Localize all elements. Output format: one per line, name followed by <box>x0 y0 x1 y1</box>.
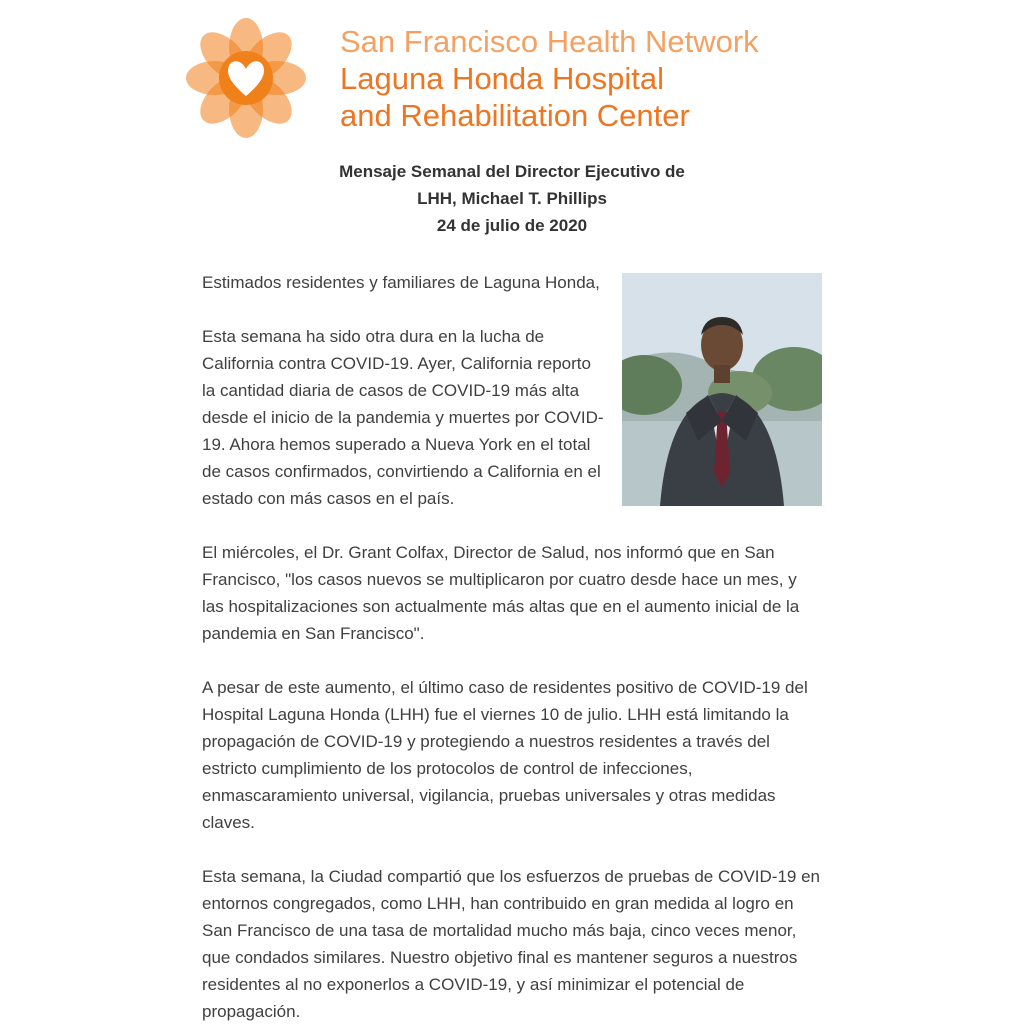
message-title-block <box>192 158 832 239</box>
lotus-heart-logo-icon <box>182 14 310 142</box>
message-date: 24 de julio de 2020 <box>436 216 588 235</box>
message-body <box>202 269 822 1025</box>
paragraph-greeting: Estimados residentes y familiares de Laguna Honda, <box>202 273 600 292</box>
newsletter-page <box>192 0 832 1025</box>
paragraph-california-surge: Esta semana ha sido otra dura en la lucha de California contra COVID-19. Ayer, California reporto la cantidad diaria de casos de COVID-19 más alta desde el inicio de la pandemia y muertes por COVID-19. Ahora hemos superado a Nueva York en el total de casos confirmados, convirtiendo a California en el estado con más casos en el país. <box>202 327 604 508</box>
masthead <box>182 14 832 142</box>
paragraph-testing-efforts: Esta semana, la Ciudad compartió que los esfuerzos de pruebas de COVID-19 en entornos congregados, como LHH, han contribuido en gran medida al logro en San Francisco de una tasa de mortalidad mucho más baja, cinco veces menor, que condados similares. Nuestro objetivo final es mantener seguros a nuestros residentes al no exponerlos a COVID-19, y así minimizar el potencial de propagación. <box>202 867 821 1021</box>
hospital-title-line2: and Rehabilitation Center <box>340 97 690 133</box>
paragraph-colfax-quote: El miércoles, el Dr. Grant Colfax, Director de Salud, nos informó que en San Francisco, "los casos nuevos se multiplicaron por cuatro desde hace un mes, y las hospitalizaciones son actualmente más altas que en el aumento inicial de la pandemia en San Francisco". <box>202 543 800 643</box>
network-title: San Francisco Health Network <box>340 23 759 59</box>
message-title-line1: Mensaje Semanal del Director Ejecutivo de <box>339 162 685 181</box>
paragraph-lhh-status: A pesar de este aumento, el último caso de residentes positivo de COVID-19 del Hospital Laguna Honda (LHH) fue el viernes 10 de julio. LHH está limitando la propagación de COVID-19 y protegiendo a nuestros residentes a través del estricto cumplimiento de los protocolos de control de infecciones, enmascaramiento universal, vigilancia, pruebas universales y otras medidas claves. <box>202 678 808 832</box>
director-portrait-photo <box>622 273 822 506</box>
message-title-line2: LHH, Michael T. Phillips <box>417 189 607 208</box>
hospital-title-line1: Laguna Honda Hospital <box>340 60 665 96</box>
masthead-text <box>340 23 759 134</box>
